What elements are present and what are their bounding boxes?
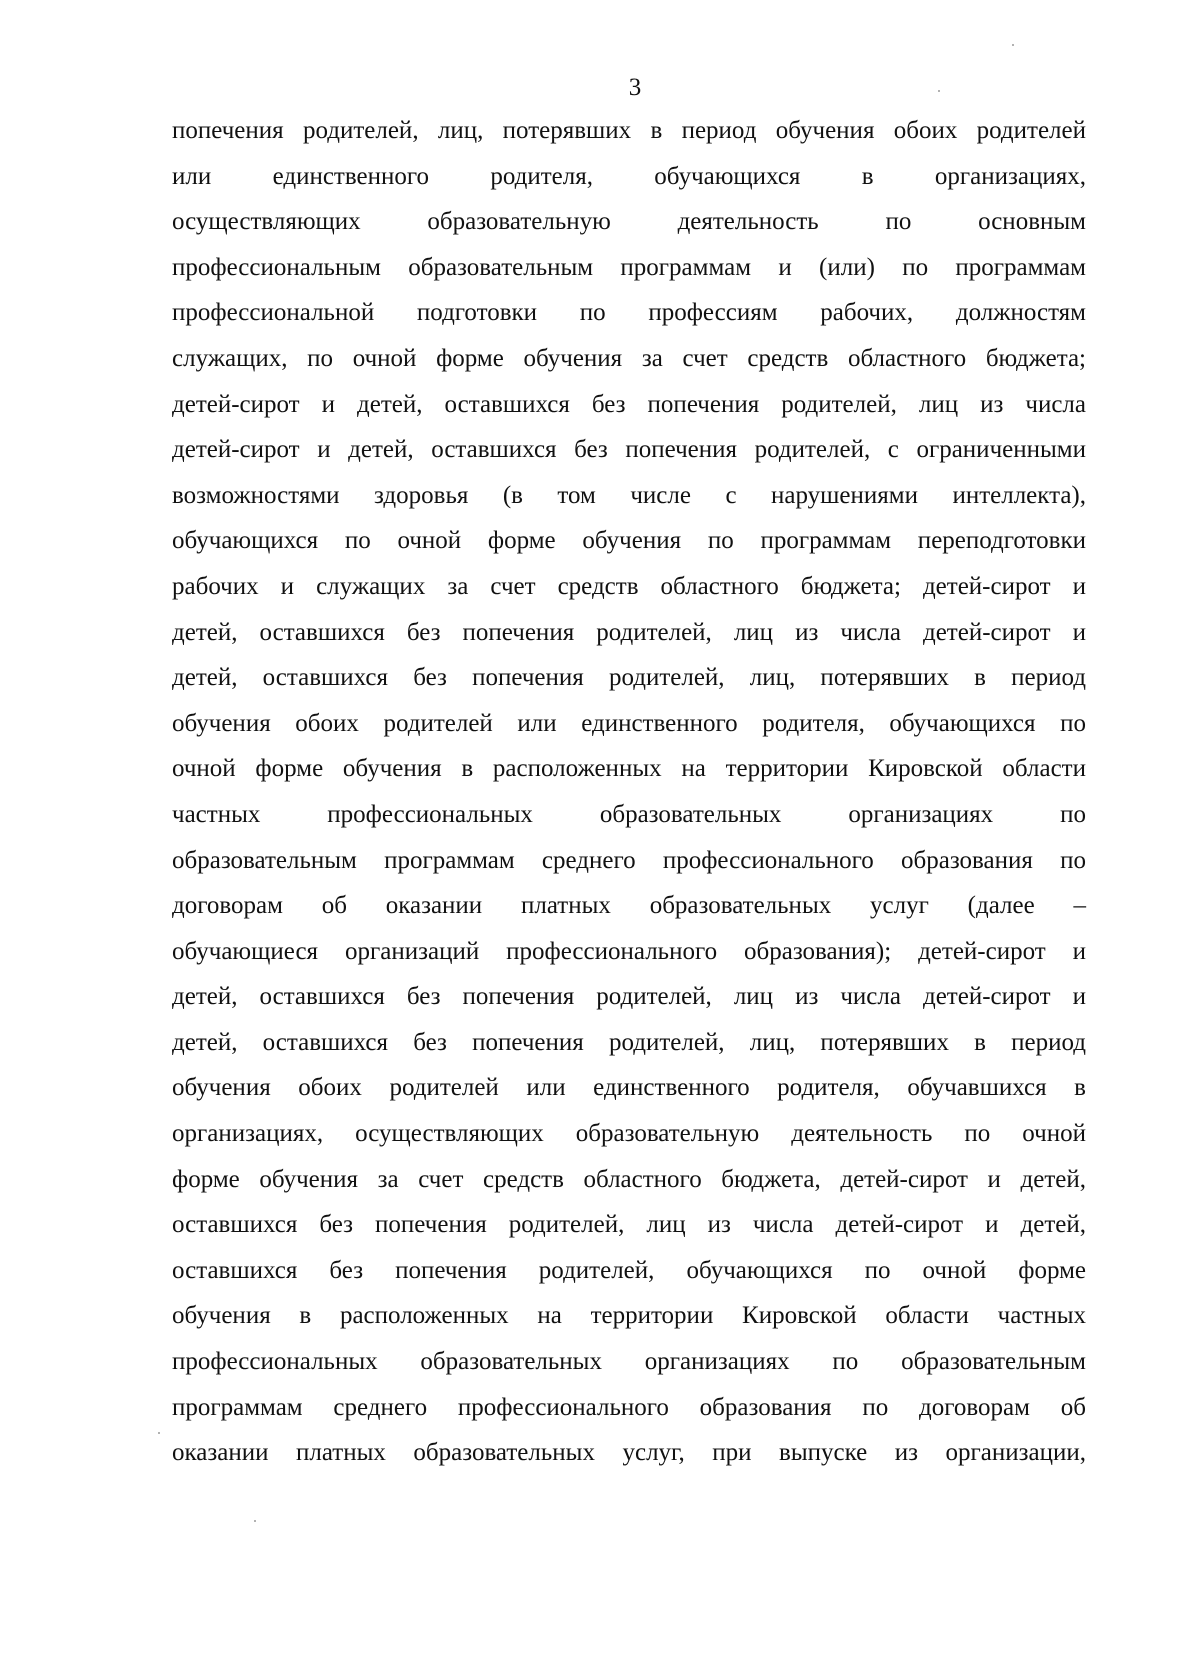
text-line: обучающихся по очной форме обучения по программам переподготовки: [172, 527, 1086, 555]
page-number: 3: [628, 74, 642, 101]
scan-speck: [254, 1520, 256, 1522]
text-line: оставшихся без попечения родителей, лиц из числа детей-сирот и детей,: [172, 1211, 1086, 1239]
text-line: детей, оставшихся без попечения родителей, лиц из числа детей-сирот и: [172, 618, 1086, 646]
text-line: или единственного родителя, обучающихся в организациях,: [172, 162, 1086, 190]
text-line: образовательным программам среднего профессионального образования по: [172, 846, 1086, 874]
text-line: форме обучения за счет средств областного бюджета, детей-сирот и детей,: [172, 1165, 1086, 1193]
text-line: обучения обоих родителей или единственного родителя, обучавшихся в: [172, 1074, 1086, 1102]
text-line: договорам об оказании платных образовательных услуг (далее –: [172, 892, 1086, 920]
text-line: служащих, по очной форме обучения за счет средств областного бюджета;: [172, 344, 1086, 372]
scan-speck: [1012, 44, 1014, 46]
text-line: возможностями здоровья (в том числе с нарушениями интеллекта),: [172, 481, 1086, 509]
text-line: профессиональной подготовки по профессиям рабочих, должностям: [172, 299, 1086, 327]
text-line: обучения в расположенных на территории Кировской области частных: [172, 1302, 1086, 1330]
text-line: детей, оставшихся без попечения родителей, лиц, потерявших в период: [172, 664, 1086, 692]
text-line: детей-сирот и детей, оставшихся без попечения родителей, с ограниченными: [172, 436, 1086, 464]
body-text: [172, 108, 1086, 1476]
text-line: очной форме обучения в расположенных на территории Кировской области: [172, 755, 1086, 783]
text-line: оставшихся без попечения родителей, обучающихся по очной форме: [172, 1256, 1086, 1284]
text-line: профессиональным образовательным программам и (или) по программам: [172, 253, 1086, 281]
text-line: осуществляющих образовательную деятельность по основным: [172, 208, 1086, 236]
text-line: профессиональных образовательных организациях по образовательным: [172, 1348, 1086, 1376]
text-line: оказании платных образовательных услуг, при выпуске из организации,: [172, 1439, 1086, 1467]
text-line: организациях, осуществляющих образовательную деятельность по очной: [172, 1120, 1086, 1148]
scan-speck: [158, 1432, 160, 1434]
text-line: попечения родителей, лиц, потерявших в период обучения обоих родителей: [172, 117, 1086, 144]
text-line: обучающиеся организаций профессионального образования); детей-сирот и: [172, 937, 1086, 965]
text-line: программам среднего профессионального образования по договорам об: [172, 1393, 1086, 1421]
text-line: детей, оставшихся без попечения родителей, лиц, потерявших в период: [172, 1028, 1086, 1056]
text-line: детей-сирот и детей, оставшихся без попечения родителей, лиц из числа: [172, 390, 1086, 418]
scan-speck: [938, 90, 940, 92]
text-line: рабочих и служащих за счет средств областного бюджета; детей-сирот и: [172, 572, 1086, 600]
text-line: частных профессиональных образовательных организациях по: [172, 800, 1086, 828]
text-line: детей, оставшихся без попечения родителей, лиц из числа детей-сирот и: [172, 983, 1086, 1011]
text-line: обучения обоих родителей или единственного родителя, обучающихся по: [172, 709, 1086, 737]
